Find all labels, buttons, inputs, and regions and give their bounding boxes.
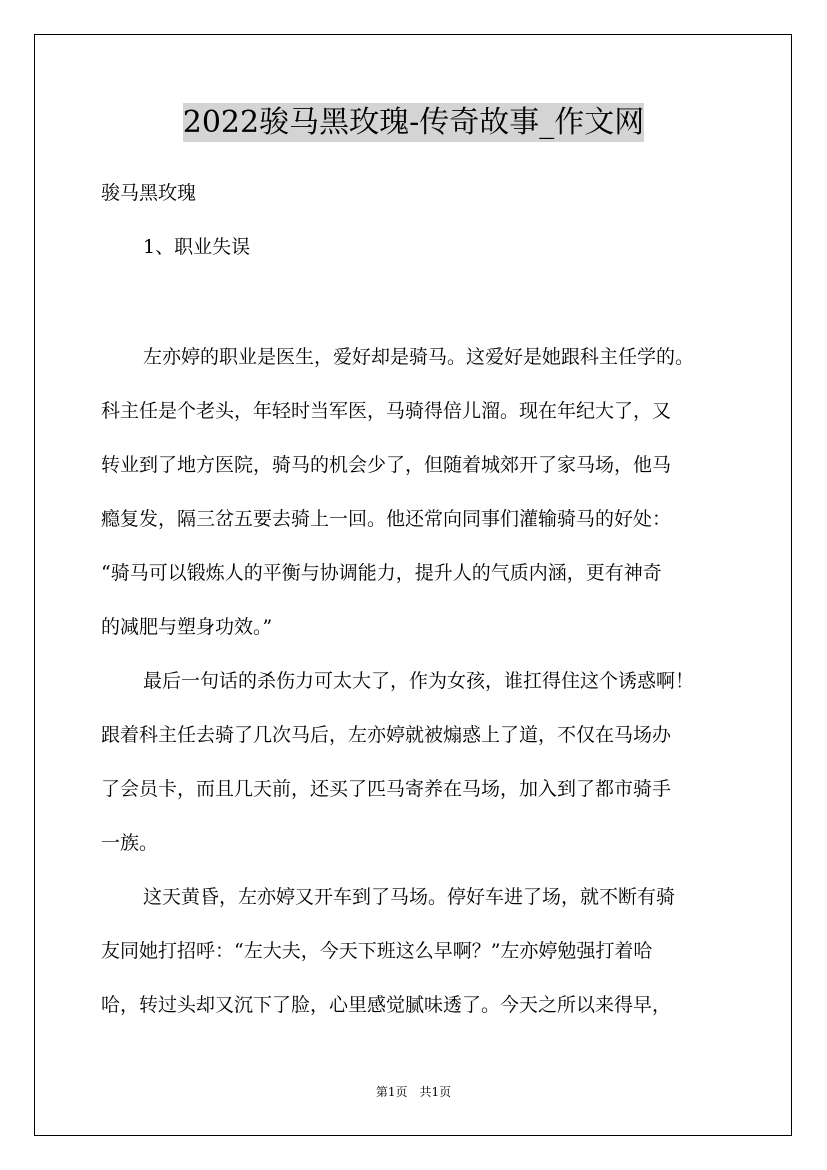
document-subtitle: 骏马黑玫瑰 — [101, 182, 197, 204]
paragraph-3 — [101, 870, 751, 1032]
document-title — [0, 98, 827, 148]
paragraph-1 — [101, 330, 751, 654]
paragraph-line: 左亦婷的职业是医生，爱好却是骑马。这爱好是她跟科主任学的。 — [143, 346, 695, 368]
paragraph-line: 转业到了地方医院，骑马的机会少了，但随着城郊开了家马场，他马 — [101, 454, 672, 476]
paragraph-line: 跟着科主任去骑了几次马后，左亦婷就被煽惑上了道，不仅在马场办 — [101, 724, 672, 746]
paragraph-2 — [101, 654, 751, 870]
paragraph-line: 最后一句话的杀伤力可太大了，作为女孩，谁扛得住这个诱惑啊！ — [143, 670, 695, 692]
paragraph-line: 瘾复发，隔三岔五要去骑上一回。他还常向同事们灌输骑马的好处： — [101, 508, 672, 530]
paragraph-line: 友同她打招呼：“左大夫，今天下班这么早啊？”左亦婷勉强打着哈 — [101, 940, 653, 962]
paragraph-line: 的减肥与塑身功效。” — [101, 616, 273, 638]
paragraph-line: 了会员卡，而且几天前，还买了匹马寄养在马场，加入到了都市骑手 — [101, 778, 672, 800]
document-title-text: 2022骏马黑玫瑰-传奇故事_作文网 — [182, 105, 645, 140]
paragraph-line: 科主任是个老头，年轻时当军医，马骑得倍儿溜。现在年纪大了，又 — [101, 400, 672, 422]
paragraph-line: 一族。 — [101, 832, 159, 854]
page-number-footer: 第1页 共1页 — [375, 1085, 452, 1099]
paragraph-line: 哈，转过头却又沉下了脸，心里感觉腻味透了。今天之所以来得早， — [101, 994, 672, 1016]
section-heading: 1、职业失误 — [143, 236, 251, 258]
paragraph-line: 这天黄昏，左亦婷又开车到了马场。停好车进了场，就不断有骑 — [143, 886, 676, 908]
paragraph-line: “骑马可以锻炼人的平衡与协调能力，提升人的气质内涵，更有神奇 — [101, 562, 662, 584]
